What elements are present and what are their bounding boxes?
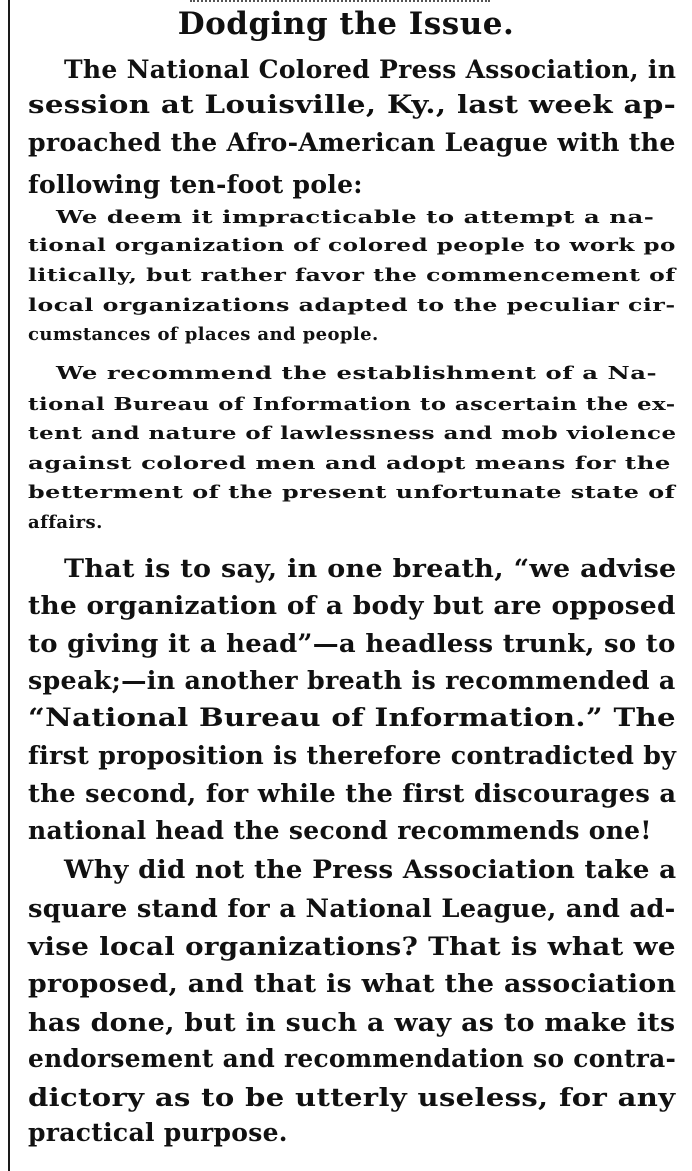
- body-line: has done, but in such a way as to make its: [28, 1008, 676, 1037]
- column-rule: [8, 0, 10, 1171]
- body-line: to giving it a head”—a headless trunk, so to: [28, 629, 676, 658]
- body-line: first proposition is therefore contradicted by: [28, 741, 677, 770]
- quote-line: betterment of the present unfortunate state of: [28, 482, 676, 503]
- body-line: The National Colored Press Association, in: [64, 55, 677, 84]
- top-border-strip: [190, 0, 490, 5]
- body-line: dictory as to be utterly useless, for any: [28, 1083, 676, 1112]
- body-line: square stand for a National League, and ad-: [28, 894, 676, 923]
- quote-line: affairs.: [28, 512, 103, 533]
- body-line: Why did not the Press Association take a: [64, 855, 677, 884]
- body-line: endorsement and recommendation so contra-: [28, 1044, 677, 1073]
- body-line: “National Bureau of Information.” The: [28, 703, 676, 732]
- quote-line: tional organization of colored people to work po: [28, 235, 676, 256]
- body-line: following ten-foot pole:: [28, 170, 363, 199]
- quote-line: litically, but rather favor the commencement of: [28, 265, 676, 286]
- quote-line: local organizations adapted to the peculiar cir-: [28, 295, 676, 316]
- quote-line: cumstances of places and people.: [28, 324, 379, 345]
- body-line: the organization of a body but are opposed: [28, 591, 676, 620]
- quote-line: We recommend the establishment of a Na-: [56, 363, 658, 384]
- body-line: proposed, and that is what the association: [28, 969, 677, 998]
- body-line: practical purpose.: [28, 1118, 288, 1147]
- body-line: speak;—in another breath is recommended a: [28, 666, 676, 695]
- quote-line: tional Bureau of Information to ascertain the ex-: [28, 394, 676, 415]
- body-line: national head the second recommends one!: [28, 816, 652, 845]
- body-line: proached the Afro-American League with the: [28, 128, 676, 157]
- quote-line: We deem it impracticable to attempt a na-: [56, 207, 655, 228]
- body-line: session at Louisville, Ky., last week ap-: [28, 90, 677, 119]
- body-line: vise local organizations? That is what we: [28, 932, 676, 961]
- body-line: the second, for while the first discourages a: [28, 779, 677, 808]
- quote-line: against colored men and adopt means for the: [28, 453, 671, 474]
- body-line: That is to say, in one breath, “we advise: [64, 554, 677, 583]
- quote-line: tent and nature of lawlessness and mob violence: [28, 423, 677, 444]
- article-title: Dodging the Issue.: [177, 6, 515, 42]
